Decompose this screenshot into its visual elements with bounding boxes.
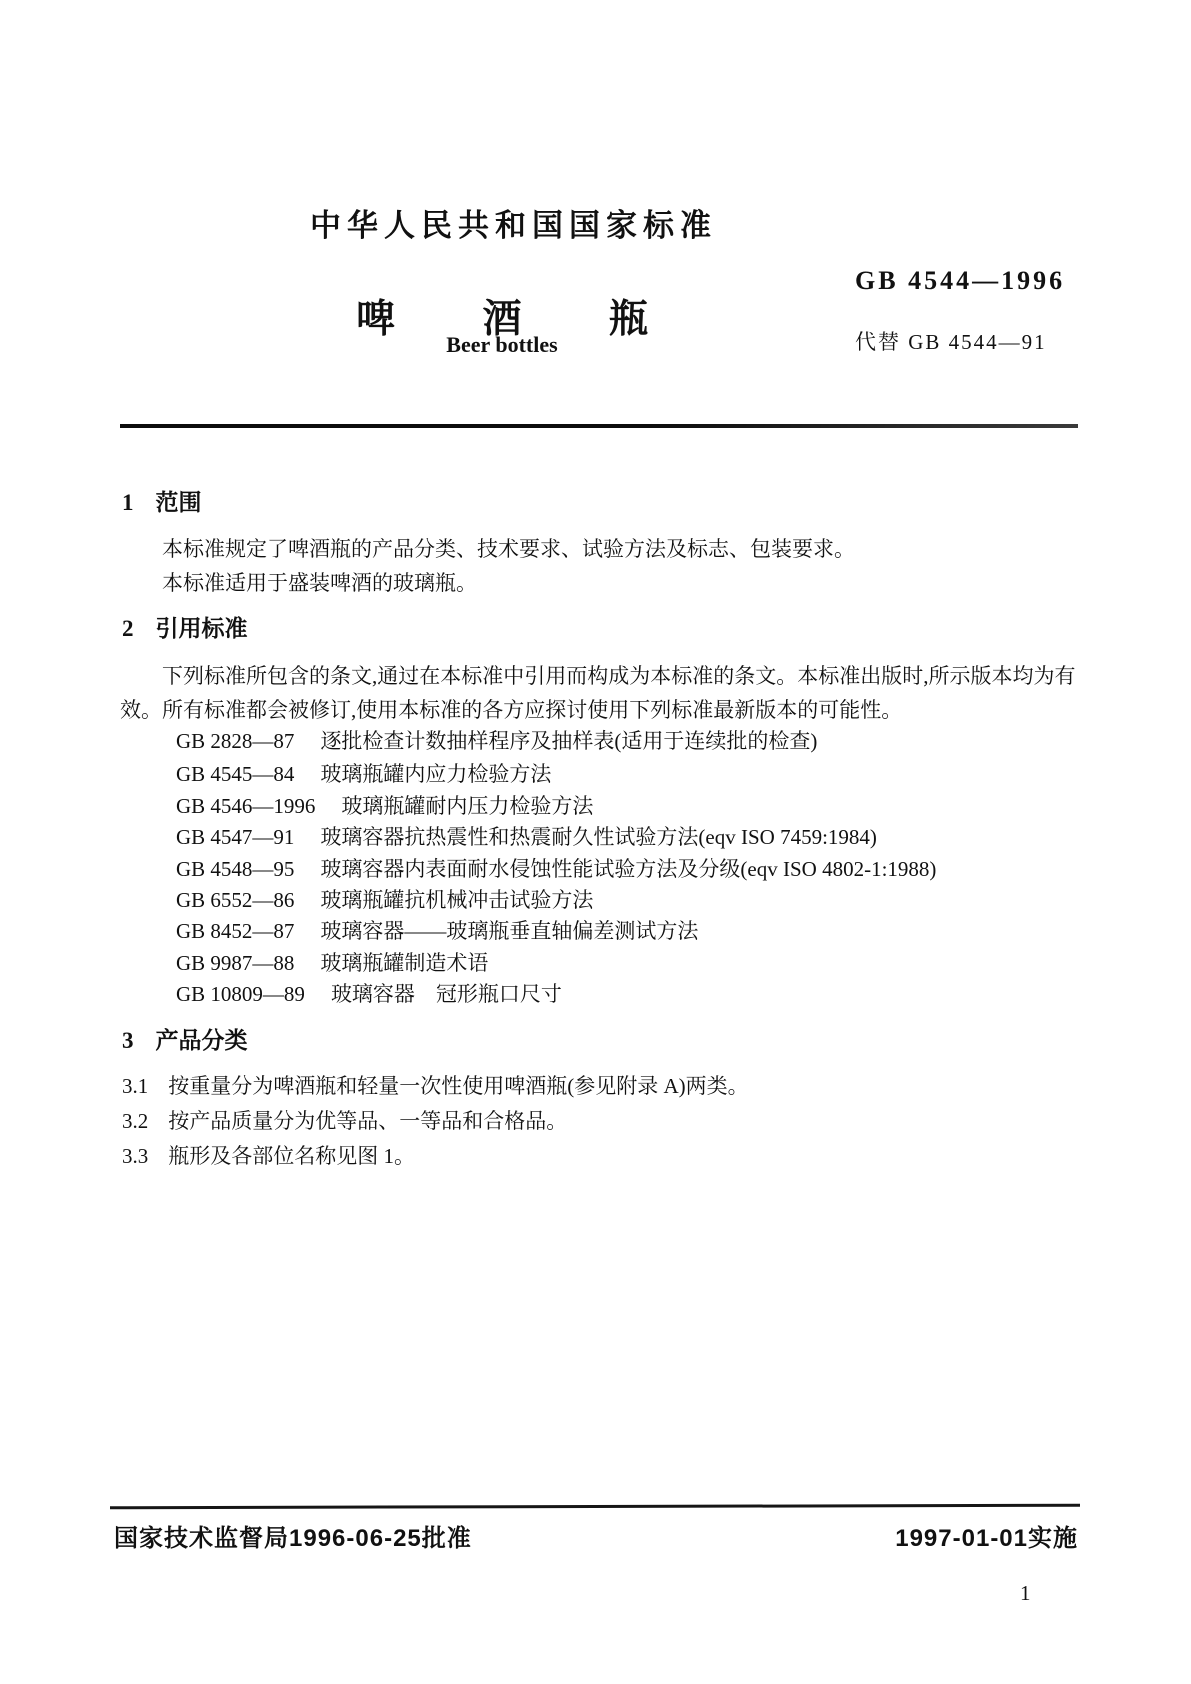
standard-code: GB 9987—88 — [176, 951, 295, 975]
replaces-note: 代替 GB 4544—91 — [855, 330, 1047, 354]
national-standard-label: 中华人民共和国国家标准 — [310, 208, 717, 243]
section-2-heading — [122, 610, 248, 643]
section-title: 产品分类 — [155, 1027, 248, 1053]
referenced-standard — [176, 758, 551, 788]
footer-divider-rule — [110, 1504, 1080, 1510]
standard-title: 玻璃容器 冠形瓶口尺寸 — [330, 982, 562, 1006]
referenced-standard — [176, 884, 593, 914]
standard-code: GB 4547—91 — [176, 825, 295, 849]
standard-title: 玻璃容器抗热震性和热震耐久性试验方法(eqv ISO 7459:1984) — [320, 825, 877, 849]
implementation-date: 1997-01-01实施 — [895, 1525, 1078, 1552]
standard-title: 玻璃容器内表面耐水侵蚀性能试验方法及分级(eqv ISO 4802-1:1988) — [320, 857, 937, 881]
clause-text: 按产品质量分为优等品、一等品和合格品。 — [168, 1109, 568, 1133]
section-2-intro: 下列标准所包含的条文,通过在本标准中引用而构成为本标准的条文。本标准出版时,所示版本均为有效。所有标准都会被修订,使用本标准的各方应探讨使用下列标准最新版本的可能性。 — [120, 664, 1076, 722]
title-char: 瓶 — [608, 298, 648, 341]
standard-title: 玻璃瓶罐内应力检验方法 — [320, 762, 552, 786]
section-3-heading — [122, 1022, 248, 1055]
clause-3-1 — [122, 1070, 749, 1100]
section-number: 3 — [122, 1028, 134, 1053]
section-1-paragraph-2: 本标准适用于盛装啤酒的玻璃瓶。 — [162, 571, 477, 595]
standard-code: GB 4546—1996 — [176, 794, 316, 818]
standard-title: 玻璃容器——玻璃瓶垂直轴偏差测试方法 — [320, 919, 699, 943]
standard-code: GB 6552—86 — [176, 888, 295, 912]
referenced-standard — [176, 915, 698, 945]
standard-title: 逐批检查计数抽样程序及抽样表(适用于连续批的检查) — [320, 729, 818, 753]
section-1-heading — [122, 484, 202, 517]
clause-text: 瓶形及各部位名称见图 1。 — [168, 1144, 415, 1168]
title-char: 啤 — [356, 298, 396, 341]
clause-3-2 — [122, 1105, 567, 1135]
clause-number: 3.2 — [122, 1109, 149, 1133]
section-title: 引用标准 — [155, 615, 248, 641]
standard-title: 玻璃瓶罐耐内压力检验方法 — [341, 794, 594, 818]
referenced-standard — [176, 853, 936, 883]
clause-text: 按重量分为啤酒瓶和轻量一次性使用啤酒瓶(参见附录 A)两类。 — [168, 1074, 749, 1098]
title-char: 酒 — [482, 298, 522, 341]
standard-title: 玻璃瓶罐制造术语 — [320, 951, 489, 975]
section-title: 范围 — [155, 489, 202, 515]
standard-code: GB 4545—84 — [176, 762, 295, 786]
standard-code: GB 2828—87 — [176, 729, 295, 753]
referenced-standard — [176, 725, 817, 755]
standard-code: GB 4548—95 — [176, 857, 295, 881]
referenced-standard — [176, 821, 877, 851]
header-divider-rule — [120, 424, 1078, 428]
section-number: 2 — [122, 616, 134, 641]
referenced-standard — [176, 978, 562, 1008]
section-1-paragraph-1: 本标准规定了啤酒瓶的产品分类、技术要求、试验方法及标志、包装要求。 — [162, 537, 855, 561]
referenced-standard — [176, 790, 593, 820]
clause-3-3 — [122, 1140, 415, 1170]
standard-code: GB 10809—89 — [176, 982, 305, 1006]
standard-code: GB 8452—87 — [176, 919, 295, 943]
document-title-english: Beer bottles — [446, 332, 558, 357]
standard-title: 玻璃瓶罐抗机械冲击试验方法 — [320, 888, 594, 912]
page-number: 1 — [1020, 1581, 1031, 1605]
standard-number: GB 4544—1996 — [855, 266, 1066, 295]
referenced-standard — [176, 947, 488, 977]
approval-authority-date: 国家技术监督局1996-06-25批准 — [114, 1525, 472, 1552]
clause-number: 3.1 — [122, 1074, 149, 1098]
section-number: 1 — [122, 490, 134, 515]
clause-number: 3.3 — [122, 1144, 149, 1168]
